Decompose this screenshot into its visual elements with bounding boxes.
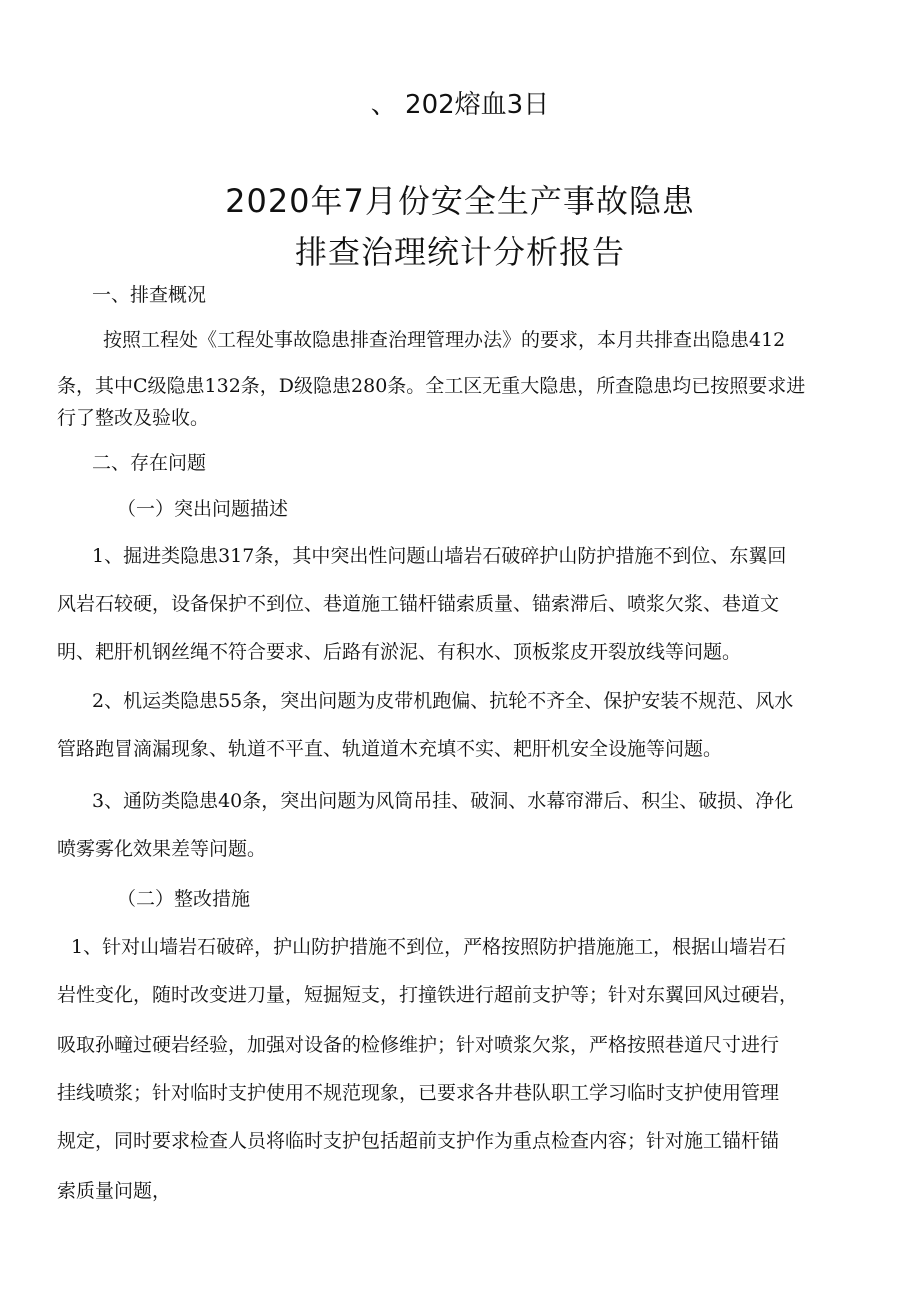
- section-1-heading: 一、排查概况: [92, 284, 207, 306]
- subsection-measures-heading: （二）整改措施: [117, 888, 251, 910]
- section-1-paragraph-line: 条，其中C级隐患132条，D级隐患280条。全工区无重大隐患，所查隐患均已按照要求进: [57, 375, 806, 397]
- subsection-problems-heading: （一）突出问题描述: [117, 498, 289, 520]
- measure-item-1-line: 挂线喷浆；针对临时支护使用不规范现象，已要求各井巷队职工学习临时支护使用管理: [57, 1082, 780, 1104]
- problem-item-3-line: 喷雾雾化效果差等问题。: [57, 838, 267, 860]
- section-1-paragraph-line: 按照工程处《工程处事故隐患排查治理管理办法》的要求，本月共排查出隐患412: [103, 329, 786, 351]
- problem-item-2-line: 管路跑冒滴漏现象、轨道不平直、轨道道木充填不实、耙肝机安全设施等问题。: [57, 738, 723, 760]
- problem-item-1-line: 1、掘进类隐患317条，其中突出性问题山墙岩石破碎护山防护措施不到位、东翼回: [92, 545, 787, 567]
- problem-item-2-line: 2、机运类隐患55条，突出问题为皮带机跑偏、抗轮不齐全、保护安装不规范、风水: [92, 690, 794, 712]
- problem-item-3-line: 3、通防类隐患40条，突出问题为风筒吊挂、破洞、水幕帘滞后、积尘、破损、净化: [92, 790, 794, 812]
- report-title-line-2: 排查治理统计分析报告: [294, 233, 625, 271]
- problem-item-1-line: 风岩石较硬，设备保护不到位、巷道施工锚杆锚索质量、锚索滞后、喷浆欠浆、巷道文: [57, 593, 780, 615]
- measure-item-1-line: 索质量问题，: [57, 1180, 172, 1202]
- section-1-paragraph-line: 行了整改及验收。: [57, 407, 210, 429]
- measure-item-1-line: 岩性变化，随时改变进刀量，短掘短支，打撞铁进行超前支护等；针对东翼回风过硬岩，: [57, 984, 799, 1006]
- problem-item-1-line: 明、耙肝机钢丝绳不符合要求、后路有淤泥、有积水、顶板浆皮开裂放线等问题。: [57, 641, 742, 663]
- measure-item-1-line: 1、针对山墙岩石破碎，护山防护措施不到位，严格按照防护措施施工，根据山墙岩石: [71, 936, 787, 958]
- measure-item-1-line: 规定，同时要求检查人员将临时支护包括超前支护作为重点检查内容；针对施工锚杆锚: [57, 1130, 780, 1152]
- document-stamp-header: 、 202熔血3日: [370, 90, 550, 120]
- measure-item-1-line: 吸取孙疃过硬岩经验，加强对设备的检修维护；针对喷浆欠浆，严格按照巷道尺寸进行: [57, 1034, 780, 1056]
- report-title-line-1: 2020年7月份安全生产事故隐患: [225, 182, 695, 220]
- section-2-heading: 二、存在问题: [92, 452, 207, 474]
